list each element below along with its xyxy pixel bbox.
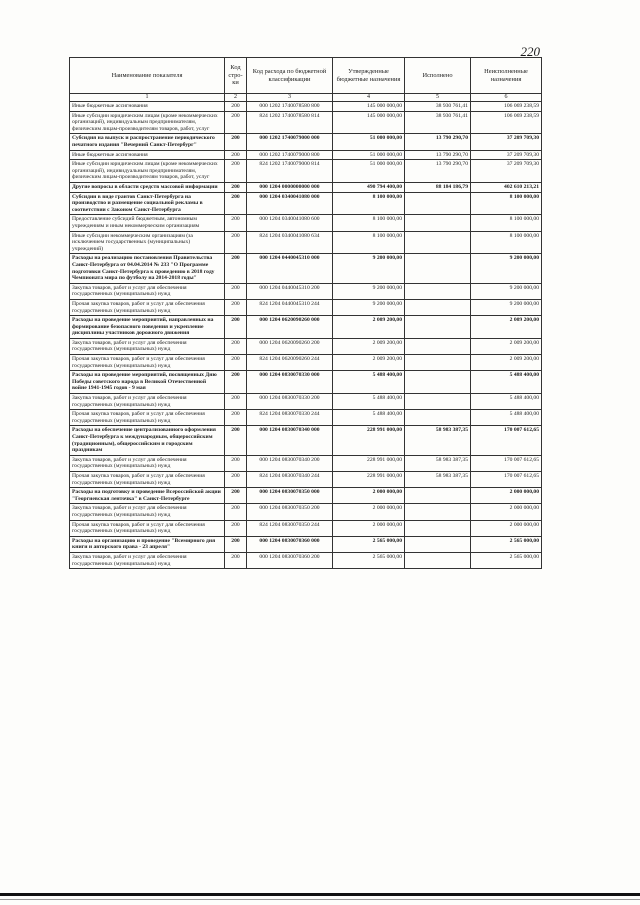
row-remaining-amount: 8 100 000,00 xyxy=(471,215,542,231)
row-indicator-name: Другие вопросы в области средств массовой информации xyxy=(70,183,225,193)
row-remaining-amount: 2 009 200,00 xyxy=(471,355,542,371)
row-line-code: 200 xyxy=(225,471,247,487)
row-approved-amount: 2 009 200,00 xyxy=(333,355,405,371)
row-line-code: 200 xyxy=(225,371,247,394)
row-remaining-amount: 170 007 612,65 xyxy=(471,455,542,471)
row-line-code: 200 xyxy=(225,552,247,568)
row-remaining-amount: 2 565 000,00 xyxy=(471,552,542,568)
row-approved-amount: 9 200 000,00 xyxy=(333,299,405,315)
header-executed: Исполнено xyxy=(405,58,471,94)
budget-execution-table xyxy=(69,57,542,569)
row-line-code: 200 xyxy=(225,536,247,552)
row-indicator-name: Прочая закупка товаров, работ и услуг для обеспечения государственных (муниципальных) нужд xyxy=(70,299,225,315)
row-remaining-amount: 2 000 000,00 xyxy=(471,504,542,520)
row-executed-amount xyxy=(405,552,471,568)
row-indicator-name: Закупка товаров, работ и услуг для обеспечения государственных (муниципальных) нужд xyxy=(70,552,225,568)
row-remaining-amount: 2 009 200,00 xyxy=(471,316,542,339)
row-line-code: 200 xyxy=(225,426,247,455)
row-line-code: 200 xyxy=(225,183,247,193)
row-budget-code: 000 1204 0440045310 000 xyxy=(247,254,333,283)
row-line-code: 200 xyxy=(225,102,247,112)
row-remaining-amount: 9 200 000,00 xyxy=(471,283,542,299)
row-executed-amount xyxy=(405,536,471,552)
row-budget-code: 824 1204 0830070340 244 xyxy=(247,471,333,487)
row-budget-code: 000 1204 0830070360 000 xyxy=(247,536,333,552)
row-indicator-name: Иные бюджетные ассигнования xyxy=(70,102,225,112)
row-indicator-name: Иные субсидии юридическим лицам (кроме некоммерческих организаций), индивидуальным предпринимателям, физическим лицам-производителям товаров, работ, услуг xyxy=(70,111,225,134)
row-line-code: 200 xyxy=(225,355,247,371)
table-row xyxy=(70,134,542,150)
row-approved-amount: 228 991 000,00 xyxy=(333,455,405,471)
row-approved-amount: 51 000 000,00 xyxy=(333,160,405,183)
row-budget-code: 824 1204 0340041080 634 xyxy=(247,231,333,254)
row-executed-amount: 58 983 387,35 xyxy=(405,471,471,487)
row-remaining-amount: 5 488 400,00 xyxy=(471,371,542,394)
row-executed-amount xyxy=(405,215,471,231)
row-approved-amount: 2 009 200,00 xyxy=(333,316,405,339)
row-budget-code: 000 1204 0440045310 200 xyxy=(247,283,333,299)
row-remaining-amount: 2 000 000,00 xyxy=(471,520,542,536)
row-remaining-amount: 170 007 612,65 xyxy=(471,471,542,487)
table-row xyxy=(70,552,542,568)
row-budget-code: 000 1202 1740079000 000 xyxy=(247,134,333,150)
row-approved-amount: 228 991 000,00 xyxy=(333,426,405,455)
table-row xyxy=(70,338,542,354)
row-indicator-name: Прочая закупка товаров, работ и услуг для обеспечения государственных (муниципальных) нужд xyxy=(70,471,225,487)
row-budget-code: 824 1204 0440045310 244 xyxy=(247,299,333,315)
row-approved-amount: 145 000 000,00 xyxy=(333,111,405,134)
row-line-code: 200 xyxy=(225,504,247,520)
row-approved-amount: 51 000 000,00 xyxy=(333,134,405,150)
table-row xyxy=(70,150,542,160)
table-row xyxy=(70,254,542,283)
row-line-code: 200 xyxy=(225,134,247,150)
row-budget-code: 000 1204 0830070350 200 xyxy=(247,504,333,520)
row-line-code: 200 xyxy=(225,150,247,160)
row-line-code: 200 xyxy=(225,316,247,339)
row-executed-amount xyxy=(405,231,471,254)
row-budget-code: 000 1204 0830070330 200 xyxy=(247,394,333,410)
row-executed-amount: 38 930 761,41 xyxy=(405,102,471,112)
row-approved-amount: 51 000 000,00 xyxy=(333,150,405,160)
row-remaining-amount: 37 209 709,30 xyxy=(471,134,542,150)
row-budget-code: 000 1204 0340041080 600 xyxy=(247,215,333,231)
row-remaining-amount: 106 069 238,59 xyxy=(471,111,542,134)
column-number: 1 xyxy=(70,94,225,102)
table-row xyxy=(70,231,542,254)
row-indicator-name: Закупка товаров, работ и услуг для обеспечения государственных (муниципальных) нужд xyxy=(70,504,225,520)
table-row xyxy=(70,394,542,410)
row-remaining-amount: 5 488 400,00 xyxy=(471,394,542,410)
row-line-code: 200 xyxy=(225,160,247,183)
row-indicator-name: Субсидия на выпуск и распространение периодического печатного издания "Вечерний Санкт-Петербург" xyxy=(70,134,225,150)
table-row xyxy=(70,192,542,215)
row-approved-amount: 2 565 000,00 xyxy=(333,552,405,568)
row-budget-code: 000 1204 0620090260 200 xyxy=(247,338,333,354)
table-row xyxy=(70,488,542,504)
row-line-code: 200 xyxy=(225,488,247,504)
row-indicator-name: Предоставление субсидий бюджетным, автономным учреждениям и иным некоммерческим организациям xyxy=(70,215,225,231)
row-remaining-amount: 106 069 238,59 xyxy=(471,102,542,112)
row-approved-amount: 8 100 000,00 xyxy=(333,231,405,254)
header-row xyxy=(70,58,542,94)
header-indicator-name: Наименование показателя xyxy=(70,58,225,94)
row-executed-amount: 58 983 387,35 xyxy=(405,455,471,471)
row-executed-amount xyxy=(405,371,471,394)
page-number: 220 xyxy=(520,44,540,59)
table-row xyxy=(70,183,542,193)
row-line-code: 200 xyxy=(225,215,247,231)
table-row xyxy=(70,355,542,371)
row-executed-amount: 38 930 761,41 xyxy=(405,111,471,134)
table-row xyxy=(70,316,542,339)
row-remaining-amount: 9 200 000,00 xyxy=(471,254,542,283)
row-indicator-name: Закупка товаров, работ и услуг для обеспечения государственных (муниципальных) нужд xyxy=(70,394,225,410)
row-approved-amount: 9 200 000,00 xyxy=(333,254,405,283)
row-executed-amount xyxy=(405,316,471,339)
row-indicator-name: Закупка товаров, работ и услуг для обеспечения государственных (муниципальных) нужд xyxy=(70,283,225,299)
row-line-code: 200 xyxy=(225,254,247,283)
scan-edge-line xyxy=(0,899,640,900)
row-line-code: 200 xyxy=(225,192,247,215)
row-indicator-name: Прочая закупка товаров, работ и услуг для обеспечения государственных (муниципальных) нужд xyxy=(70,520,225,536)
row-line-code: 200 xyxy=(225,231,247,254)
row-approved-amount: 5 488 400,00 xyxy=(333,394,405,410)
row-indicator-name: Расходы на подготовку и проведение Всероссийской акции "Георгиевская ленточка" в Санкт-Петербурге xyxy=(70,488,225,504)
row-executed-amount xyxy=(405,283,471,299)
table-row xyxy=(70,536,542,552)
row-remaining-amount: 5 488 400,00 xyxy=(471,410,542,426)
row-line-code: 200 xyxy=(225,410,247,426)
row-executed-amount xyxy=(405,355,471,371)
row-remaining-amount: 8 100 000,00 xyxy=(471,231,542,254)
row-remaining-amount: 9 200 000,00 xyxy=(471,299,542,315)
row-executed-amount xyxy=(405,192,471,215)
row-approved-amount: 145 000 000,00 xyxy=(333,102,405,112)
row-budget-code: 824 1202 1740079000 814 xyxy=(247,160,333,183)
row-executed-amount xyxy=(405,394,471,410)
table-body xyxy=(70,102,542,569)
header-budget-code: Код расхода по бюджетной классификации xyxy=(247,58,333,94)
column-number: 6 xyxy=(471,94,542,102)
row-line-code: 200 xyxy=(225,394,247,410)
scan-edge-bar xyxy=(0,893,640,896)
row-executed-amount xyxy=(405,520,471,536)
row-approved-amount: 8 100 000,00 xyxy=(333,192,405,215)
row-approved-amount: 5 488 400,00 xyxy=(333,371,405,394)
row-budget-code: 000 1204 0830070330 000 xyxy=(247,371,333,394)
row-executed-amount xyxy=(405,299,471,315)
row-indicator-name: Прочая закупка товаров, работ и услуг для обеспечения государственных (муниципальных) нужд xyxy=(70,410,225,426)
table-row xyxy=(70,426,542,455)
table-row xyxy=(70,371,542,394)
header-remaining: Неисполненные назначения xyxy=(471,58,542,94)
row-line-code: 200 xyxy=(225,299,247,315)
row-budget-code: 000 1202 1740078580 800 xyxy=(247,102,333,112)
row-indicator-name: Закупка товаров, работ и услуг для обеспечения государственных (муниципальных) нужд xyxy=(70,338,225,354)
row-indicator-name: Иные субсидии юридическим лицам (кроме некоммерческих организаций), индивидуальным предпринимателям, физическим лицам-производителям товаров, работ, услуг xyxy=(70,160,225,183)
row-budget-code: 000 1204 0620090260 000 xyxy=(247,316,333,339)
row-executed-amount: 88 184 186,79 xyxy=(405,183,471,193)
row-approved-amount: 8 100 000,00 xyxy=(333,215,405,231)
row-approved-amount: 2 000 000,00 xyxy=(333,520,405,536)
table-row xyxy=(70,160,542,183)
row-indicator-name: Расходы на реализацию постановления Правительства Санкт-Петербурга от 04.04.2014 № 233 "О Программе подготовки Санкт-Петербурга к проведению в 2018 году Чемпионата мира по футболу на 2014-2018 годы" xyxy=(70,254,225,283)
row-line-code: 200 xyxy=(225,520,247,536)
row-remaining-amount: 2 009 200,00 xyxy=(471,338,542,354)
row-budget-code: 824 1202 1740078580 814 xyxy=(247,111,333,134)
row-budget-code: 000 1204 0830070340 200 xyxy=(247,455,333,471)
table-row xyxy=(70,504,542,520)
row-remaining-amount: 37 209 709,30 xyxy=(471,160,542,183)
row-executed-amount xyxy=(405,410,471,426)
table-row xyxy=(70,299,542,315)
row-budget-code: 824 1204 0830070350 244 xyxy=(247,520,333,536)
row-budget-code: 000 1204 0830070360 200 xyxy=(247,552,333,568)
table-row xyxy=(70,520,542,536)
row-executed-amount xyxy=(405,254,471,283)
row-budget-code: 824 1204 0620090260 244 xyxy=(247,355,333,371)
row-remaining-amount: 37 209 709,30 xyxy=(471,150,542,160)
row-line-code: 200 xyxy=(225,338,247,354)
row-indicator-name: Расходы на обеспечение централизованного оформления Санкт-Петербурга к международным, общероссийским (традиционным), общероссийским и городским праздникам xyxy=(70,426,225,455)
row-approved-amount: 9 200 000,00 xyxy=(333,283,405,299)
row-budget-code: 000 1204 0340041080 000 xyxy=(247,192,333,215)
table-row xyxy=(70,215,542,231)
row-line-code: 200 xyxy=(225,111,247,134)
row-executed-amount xyxy=(405,504,471,520)
table-row xyxy=(70,102,542,112)
row-approved-amount: 2 000 000,00 xyxy=(333,504,405,520)
table-row xyxy=(70,283,542,299)
row-executed-amount: 13 790 290,70 xyxy=(405,150,471,160)
row-executed-amount: 58 983 387,35 xyxy=(405,426,471,455)
table-row xyxy=(70,410,542,426)
row-approved-amount: 228 991 000,00 xyxy=(333,471,405,487)
row-budget-code: 000 1204 0830070340 000 xyxy=(247,426,333,455)
row-approved-amount: 5 488 400,00 xyxy=(333,410,405,426)
row-indicator-name: Иные субсидии некоммерческим организациям (за исключением государственных (муниципальных) учреждений) xyxy=(70,231,225,254)
row-indicator-name: Закупка товаров, работ и услуг для обеспечения государственных (муниципальных) нужд xyxy=(70,455,225,471)
row-budget-code: 824 1204 0830070330 244 xyxy=(247,410,333,426)
row-approved-amount: 490 794 400,00 xyxy=(333,183,405,193)
column-number: 3 xyxy=(247,94,333,102)
table-row xyxy=(70,455,542,471)
header-approved: Утвержденные бюджетные назначения xyxy=(333,58,405,94)
row-executed-amount xyxy=(405,338,471,354)
row-indicator-name: Субсидии в виде грантов Санкт-Петербурга на производство и размещение социальной рекламы в соответствии с Законом Санкт-Петербурга xyxy=(70,192,225,215)
row-indicator-name: Расходы на организацию и проведение "Всемирного дня книги и авторского права - 23 апреля" xyxy=(70,536,225,552)
header-line-code: Код стро-ки xyxy=(225,58,247,94)
row-approved-amount: 2 009 200,00 xyxy=(333,338,405,354)
column-number: 2 xyxy=(225,94,247,102)
row-budget-code: 000 1204 0000000000 000 xyxy=(247,183,333,193)
column-number: 4 xyxy=(333,94,405,102)
column-number: 5 xyxy=(405,94,471,102)
row-remaining-amount: 2 565 000,00 xyxy=(471,536,542,552)
row-remaining-amount: 2 000 000,00 xyxy=(471,488,542,504)
row-remaining-amount: 402 610 213,21 xyxy=(471,183,542,193)
row-approved-amount: 2 565 000,00 xyxy=(333,536,405,552)
column-number-row xyxy=(70,94,542,102)
row-executed-amount: 13 790 290,70 xyxy=(405,134,471,150)
row-remaining-amount: 8 100 000,00 xyxy=(471,192,542,215)
row-indicator-name: Иные бюджетные ассигнования xyxy=(70,150,225,160)
row-budget-code: 000 1202 1740079000 800 xyxy=(247,150,333,160)
row-indicator-name: Расходы на проведение мероприятий, направленных на формирование безопасного поведения и укрепление дисциплины участников дорожного движения xyxy=(70,316,225,339)
row-indicator-name: Расходы на проведение мероприятий, посвященных Дню Победы советского народа в Великой Отечественной войне 1941-1945 годов - 9 мая xyxy=(70,371,225,394)
row-indicator-name: Прочая закупка товаров, работ и услуг для обеспечения государственных (муниципальных) нужд xyxy=(70,355,225,371)
row-line-code: 200 xyxy=(225,283,247,299)
row-approved-amount: 2 000 000,00 xyxy=(333,488,405,504)
row-executed-amount: 13 790 290,70 xyxy=(405,160,471,183)
table-row xyxy=(70,111,542,134)
row-line-code: 200 xyxy=(225,455,247,471)
row-budget-code: 000 1204 0830070350 000 xyxy=(247,488,333,504)
row-executed-amount xyxy=(405,488,471,504)
table-row xyxy=(70,471,542,487)
row-remaining-amount: 170 007 612,65 xyxy=(471,426,542,455)
